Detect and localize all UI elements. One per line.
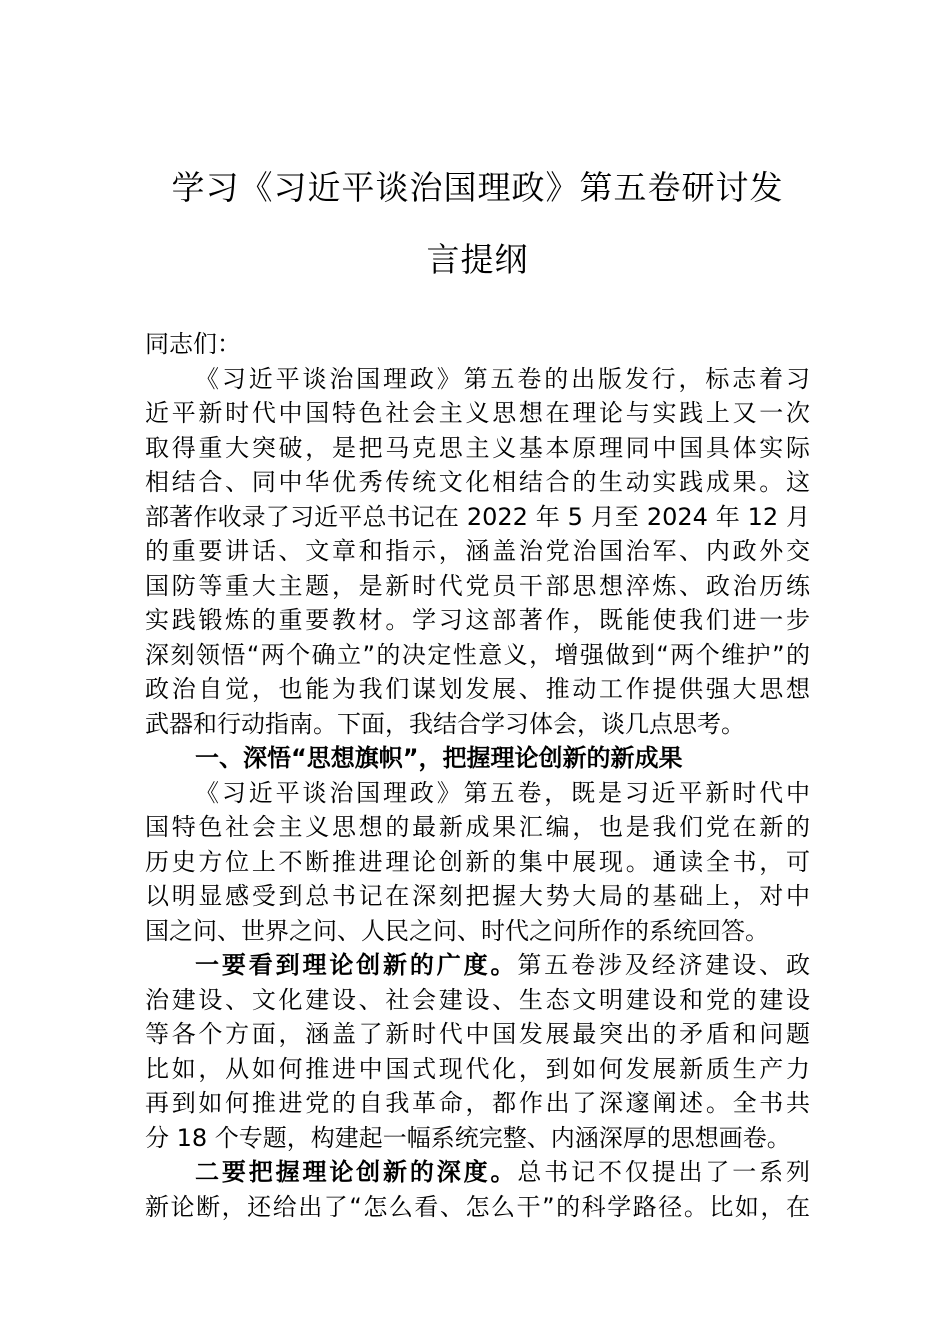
point1-line: 分 18 个专题，构建起一幅系统完整、内涵深厚的思想画卷。 [145,1123,791,1152]
paragraph2-line: 国之问、世界之问、人民之问、时代之问所作的系统回答。 [145,916,769,945]
point1-line: 治建设、文化建设、社会建设、生态文明建设和党的建设 [145,985,810,1014]
section-heading: 一、深悟“思想旗帜”，把握理论创新的新成果 [195,744,683,772]
point2-lead: 二要把握理论创新的深度。 [195,1158,518,1186]
point1-first-rest: 第五卷涉及经济建设、政 [517,951,811,979]
paragraph1-line: 国防等重大主题，是新时代党员干部思想淬炼、政治历练 [145,571,810,600]
document-title-line-1: 学习《习近平谈治国理政》第五卷研讨发 [171,168,784,207]
point1-first-line [145,948,810,983]
point2-first-line [145,1155,810,1190]
paragraph1-line: 的重要讲话、文章和指示，涵盖治党治国治军、内政外交 [145,537,810,565]
point2-line: 新论断，还给出了“怎么看、怎么干”的科学路径。比如，在 [145,1192,810,1221]
paragraph1-line: 部著作收录了习近平总书记在 2022 年 5 月至 2024 年 12 月 [145,502,810,531]
point1-line: 比如，从如何推进中国式现代化，到如何发展新质生产力 [145,1054,810,1083]
paragraph1-line: 深刻领悟“两个确立”的决定性意义，增强做到“两个维护”的 [145,640,810,669]
paragraph1-line: 实践锻炼的重要教材。学习这部著作，既能使我们进一步 [145,606,810,634]
paragraph1-line: 政治自觉，也能为我们谋划发展、推动工作提供强大思想 [145,675,810,703]
paragraph2-line: 《习近平谈治国理政》第五卷，既是习近平新时代中 [195,778,810,807]
paragraph1-line: 相结合、同中华优秀传统文化相结合的生动实践成果。这 [145,468,810,496]
paragraph1-line: 武器和行动指南。下面，我结合学习体会，谈几点思考。 [145,709,745,738]
point1-lead: 一要看到理论创新的广度。 [195,951,518,979]
paragraph2-line: 以明显感受到总书记在深刻把握大势大局的基础上，对中 [145,882,810,910]
salutation: 同志们： [145,330,241,358]
point1-line: 等各个方面，涵盖了新时代中国发展最突出的矛盾和问题 [145,1020,810,1048]
paragraph2-line: 历史方位上不断推进理论创新的集中展现。通读全书，可 [145,847,810,876]
paragraph1-line: 《习近平谈治国理政》第五卷的出版发行，标志着习 [195,364,810,393]
paragraph1-line: 取得重大突破，是把马克思主义基本原理同中国具体实际 [145,433,810,462]
point1-line: 再到如何推进党的自我革命，都作出了深邃阐述。全书共 [145,1089,810,1117]
paragraph2-line: 国特色社会主义思想的最新成果汇编，也是我们党在新的 [145,813,810,841]
document-body [145,327,810,1224]
document-title-line-2: 言提纲 [426,240,529,279]
point2-first-rest: 总书记不仅提出了一系列 [517,1158,811,1186]
paragraph1-line: 近平新时代中国特色社会主义思想在理论与实践上又一次 [145,399,810,427]
